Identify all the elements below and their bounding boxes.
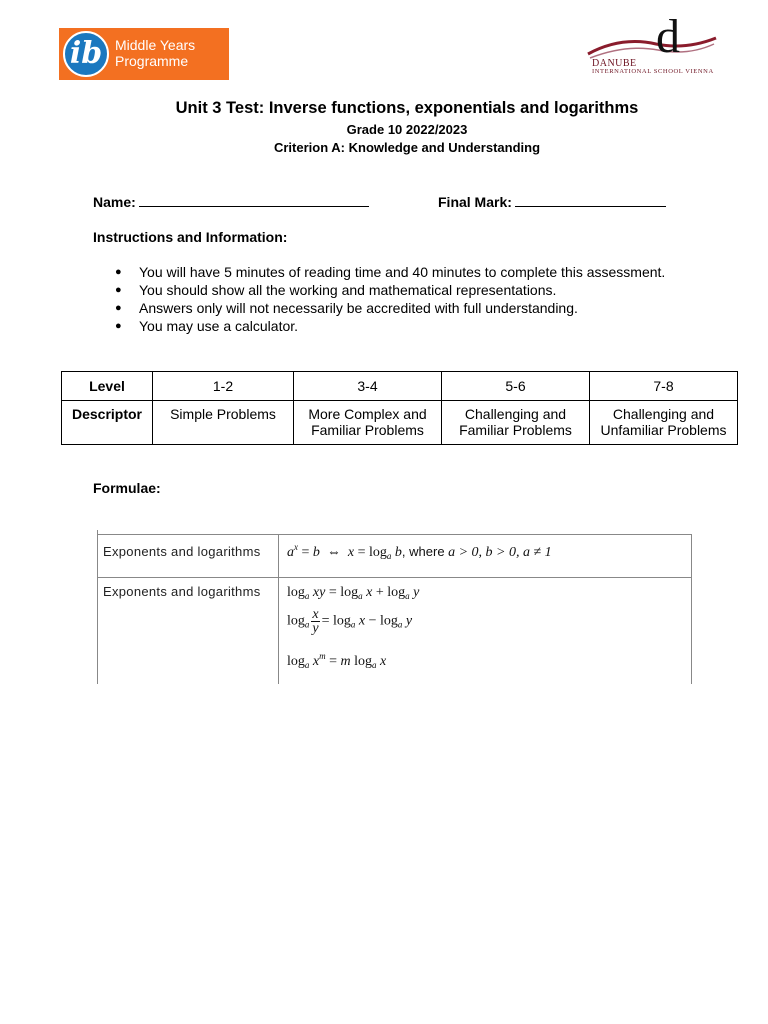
table-row: [62, 401, 738, 445]
bullet-icon: ●: [115, 266, 122, 278]
descriptor-line: More Complex and: [308, 406, 427, 422]
divider: [691, 534, 692, 684]
formula-exponent-definition: $a^x = b$ ⇔ $x = \log_a b$, where a > 0, b > 0, a ≠ 1: [287, 542, 552, 561]
divider: [97, 577, 692, 578]
level-cell: 1-2: [153, 372, 294, 401]
ib-logo-line2: Programme: [115, 53, 189, 69]
name-blank-line[interactable]: [139, 193, 369, 207]
descriptor-line: Challenging and: [612, 406, 715, 422]
divider: [97, 534, 692, 535]
descriptor-header-cell: Descriptor: [62, 401, 153, 445]
descriptor-cell: [294, 401, 442, 445]
bullet-icon: ●: [115, 284, 122, 296]
formula-row2-label: Exponents and logarithms: [103, 584, 261, 599]
instruction-text: You will have 5 minutes of reading time and 40 minutes to complete this assessment.: [139, 264, 666, 280]
ib-logo-letters: ib: [69, 36, 103, 71]
descriptor-line: Unfamiliar Problems: [600, 422, 727, 438]
descriptor-cell: [590, 401, 738, 445]
formulae-heading: Formulae:: [93, 480, 161, 496]
formula-where-text: , where: [401, 544, 445, 559]
instruction-text: You should show all the working and mathematical representations.: [139, 282, 557, 298]
danube-logo-letter: d: [656, 14, 680, 63]
descriptor-line: Familiar Problems: [459, 422, 572, 438]
ib-myp-logo: [59, 28, 229, 80]
divider: [278, 534, 279, 684]
final-mark-field: [438, 193, 666, 210]
bullet-icon: ●: [115, 320, 122, 332]
instruction-text: Answers only will not necessarily be accredited with full understanding.: [139, 300, 578, 316]
table-row: [62, 372, 738, 401]
final-mark-blank-line[interactable]: [515, 193, 666, 207]
name-label: Name:: [93, 194, 136, 210]
instructions-list: [115, 263, 665, 335]
formula-log-power: $\log_a x^m = m$ $\log_a x$: [287, 651, 387, 670]
divider: [97, 530, 98, 684]
final-mark-label: Final Mark:: [438, 194, 512, 210]
descriptor-cell: [442, 401, 590, 445]
list-item: [115, 317, 665, 335]
formulae-table: [97, 534, 692, 684]
formula-log-product: $\log_a$ xy = $\log_a x + \log_a y$: [287, 585, 420, 601]
descriptor-line: Challenging and: [464, 406, 567, 422]
bullet-icon: ●: [115, 302, 122, 314]
descriptor-line: Simple Problems: [170, 406, 276, 422]
level-header-cell: Level: [62, 372, 153, 401]
list-item: [115, 299, 665, 317]
danube-logo-name: DANUBE: [592, 58, 637, 69]
criterion-subtitle: Criterion A: Knowledge and Understanding: [273, 140, 541, 155]
level-cell: 5-6: [442, 372, 590, 401]
danube-logo-subtitle: INTERNATIONAL SCHOOL VIENNA: [592, 68, 714, 75]
descriptor-line: Familiar Problems: [311, 422, 424, 438]
level-cell: 7-8: [590, 372, 738, 401]
ib-logo-text: [115, 37, 195, 69]
ib-logo-line1: Middle Years: [115, 37, 196, 53]
ib-logo-circle: [63, 31, 109, 77]
formula-log-quotient: $\log_a$ $\frac{x}{y}$ = $\log_a x - \log_a y$: [287, 607, 413, 636]
instruction-text: You may use a calculator.: [139, 318, 299, 334]
level-cell: 3-4: [294, 372, 442, 401]
descriptor-cell: [153, 401, 294, 445]
level-descriptor-table: [61, 371, 738, 445]
formula-row1-label: Exponents and logarithms: [103, 544, 261, 559]
formula-conditions: a > 0, b > 0, a ≠ 1: [448, 545, 552, 560]
instructions-heading: Instructions and Information:: [93, 229, 288, 245]
page-title: Unit 3 Test: Inverse functions, exponentials and logarithms: [175, 99, 639, 117]
list-item: [115, 281, 665, 299]
list-item: [115, 263, 665, 281]
grade-subtitle: Grade 10 2022/2023: [346, 122, 468, 137]
name-field: [93, 193, 369, 210]
